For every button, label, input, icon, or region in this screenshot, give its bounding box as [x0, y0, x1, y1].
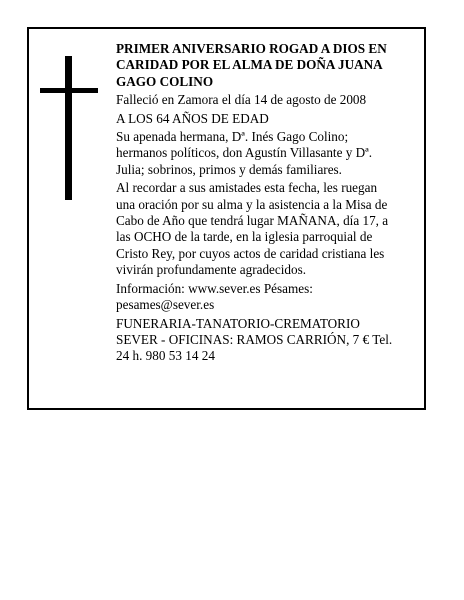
family-paragraph: Su apenada hermana, Dª. Inés Gago Colino; hermanos políticos, don Agustín Villasante y Dª. Julia; sobrinos, primos y demás familiares.	[116, 129, 373, 177]
notice-headline: PRIMER ANIVERSARIO ROGAD A DIOS EN CARIDAD POR EL ALMA DE DOÑA JUANA GAGO COLINO	[116, 41, 387, 89]
cross-vertical-bar	[65, 56, 72, 200]
death-info: Falleció en Zamora el día 14 de agosto de 2008	[116, 92, 367, 108]
funeral-home-info: FUNERARIA-TANATORIO-CREMATORIO SEVER - OFICINAS: RAMOS CARRIÓN, 7 € Tel. 24 h. 980 53 14 24	[116, 315, 393, 364]
obituary-notice	[27, 27, 426, 410]
age-line: A LOS 64 AÑOS DE EDAD	[116, 110, 269, 126]
invitation-paragraph: Al recordar a sus amistades esta fecha, les ruegan una oración por su alma y la asistencia a la Misa de Cabo de Año que tendrá lugar MAÑANA, día 17, a las OCHO de la tarde, en la iglesia parroquial de Cristo Rey, por cuyos actos de caridad cristiana les vivirán profundamente agradecidos.	[116, 180, 389, 278]
contact-info: Información: www.sever.es Pésames: pesames@sever.es	[116, 280, 313, 313]
cross-horizontal-bar	[40, 88, 98, 93]
cross-icon	[40, 56, 98, 200]
notice-text-column	[116, 41, 399, 365]
